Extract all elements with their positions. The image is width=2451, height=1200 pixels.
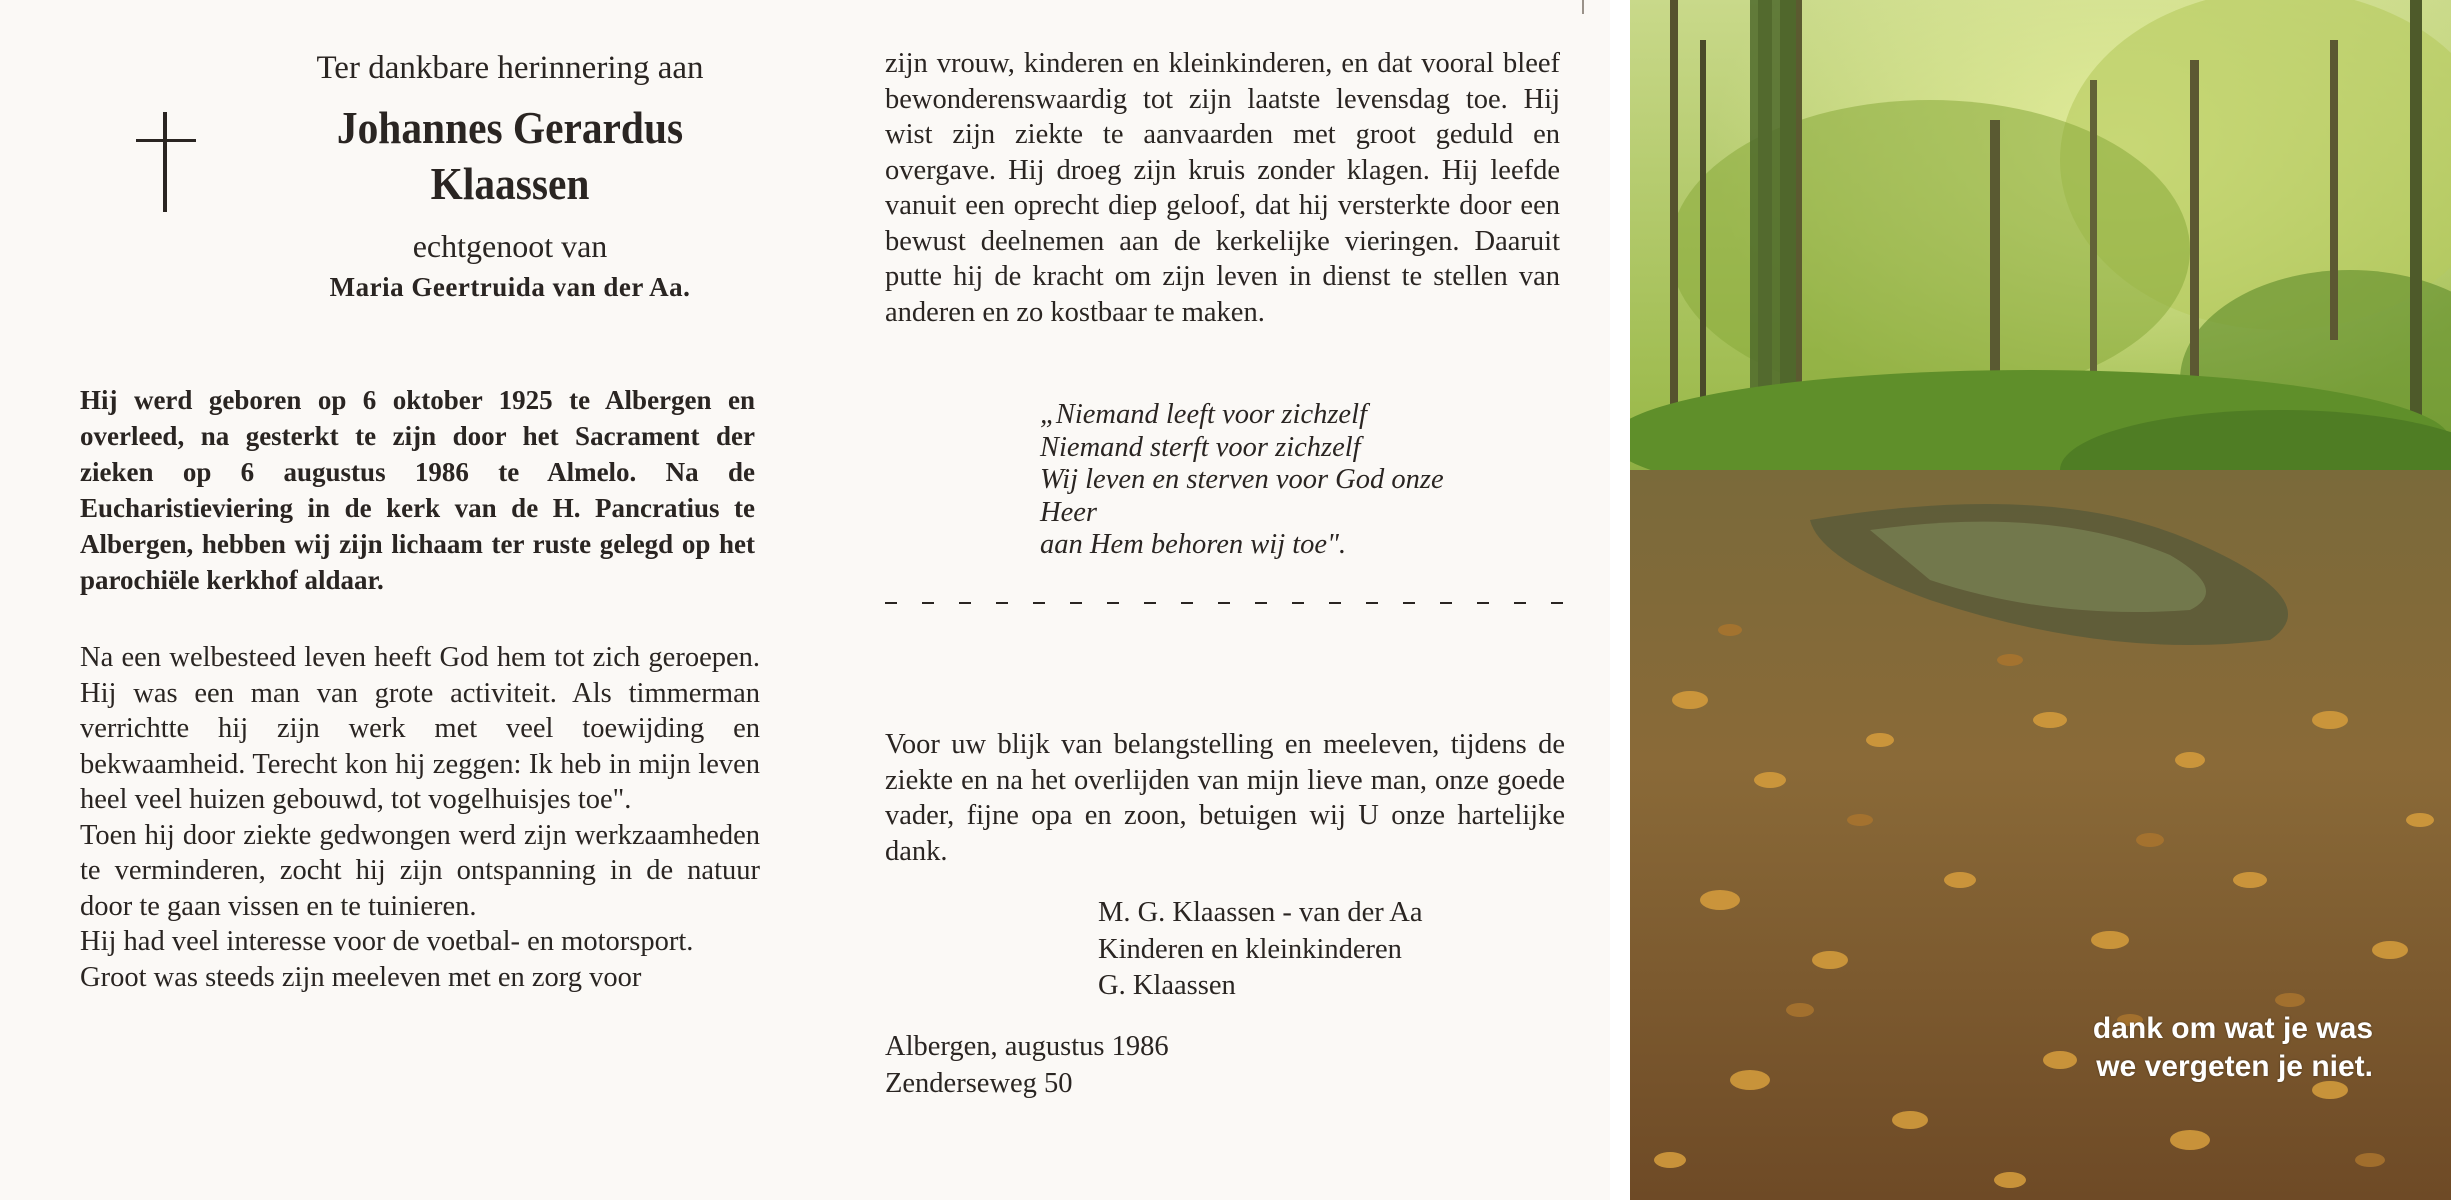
address: Zenderseweg 50 [885, 1067, 1073, 1099]
poem-line: Heer [1040, 496, 1097, 528]
name-line-1: Johannes Gerardus [336, 102, 684, 153]
life-paragraphs [80, 640, 760, 995]
thanks-paragraph: Voor uw blijk van belangstelling en meeleven, tijdens de ziekte en na het overlijden van mijn lieve man, onze goede vader, fijne opa en zoon, betuigen wij U onze hartelijke dank. [885, 729, 1565, 867]
caption-line: we vergeten je niet. [2096, 1050, 2373, 1083]
cross-icon [136, 112, 196, 212]
life-paragraph: Hij had veel interesse voor de voetbal- en motorsport. [80, 926, 694, 957]
continued-paragraph: zijn vrouw, kinderen en kleinkinderen, en dat vooral bleef bewonderenswaardig tot zijn laatste levensdag toe. Hij wist zijn ziekte te aanvaarden met groot geduld en overgave. Hij droeg zijn kruis zonder klagen. Hij leefde vanuit een oprecht diep geloof, dat hij versterkte door een bewust deelnemen aan de kerkelijke vieringen. Daaruit putte hij de kracht om zijn leven in dienst te stellen van anderen en zo kostbaar te maken. [885, 48, 1560, 328]
poem-line: „Niemand leeft voor zichzelf [1040, 399, 1367, 430]
caption-line: dank om wat je was [2092, 1012, 2373, 1045]
name-line-2: Klaassen [430, 158, 590, 209]
deceased-name [258, 100, 762, 212]
life-paragraph: Toen hij door ziekte gedwongen werd zijn werkzaamheden te verminderen, zocht hij zijn ontspanning in de natuur door te gaan vissen en te tuinieren. [80, 819, 760, 922]
dashed-divider [885, 602, 1565, 604]
poem-line: aan Hem behoren wij toe". [1040, 529, 1347, 560]
birth-paragraph: Hij werd geboren op 6 oktober 1925 te Albergen en overleed, na gesterkt te zijn door het Sacrament der zieken op 6 augustus 1986 te Almelo. Na de Eucharistieviering in de kerk van de H. Pancratius te Albergen, hebben wij zijn lichaam ter ruste gelegd op het parochiële kerkhof aldaar. [80, 385, 755, 595]
intro-text: Ter dankbare herinnering aan [316, 50, 704, 86]
left-page [0, 0, 830, 1200]
signers [1098, 895, 1423, 1005]
spouse-label: echtgenoot van [412, 228, 608, 264]
poem-line: Wij leven en sterven voor God onze [1040, 464, 1444, 495]
poem [1040, 399, 1580, 562]
life-paragraph: Groot was steeds zijn meeleven met en zorg voor [80, 961, 642, 993]
poem-line: Niemand sterft voor zichzelf [1040, 431, 1361, 463]
life-paragraph: Na een welbesteed leven heeft God hem tot zich geroepen. Hij was een man van grote activiteit. Als timmerman verrichtte hij zijn werk met veel toewijding en bekwaamheid. Terecht kon hij zeggen: Ik heb in mijn leven heel veel huizen gebouwd, tot vogelhuisjes toe". [80, 642, 760, 815]
signer: M. G. Klaassen - van der Aa [1098, 897, 1423, 928]
place-and-address [885, 1029, 1169, 1102]
forest-photo [1630, 0, 2451, 1200]
fold-mark [1582, 0, 1584, 14]
signer: G. Klaassen [1098, 970, 1236, 1001]
spouse-name: Maria Geertruida van der Aa. [329, 272, 691, 302]
photo-caption [2093, 1010, 2373, 1086]
place-date: Albergen, augustus 1986 [885, 1031, 1169, 1062]
signer: Kinderen en kleinkinderen [1098, 933, 1402, 965]
